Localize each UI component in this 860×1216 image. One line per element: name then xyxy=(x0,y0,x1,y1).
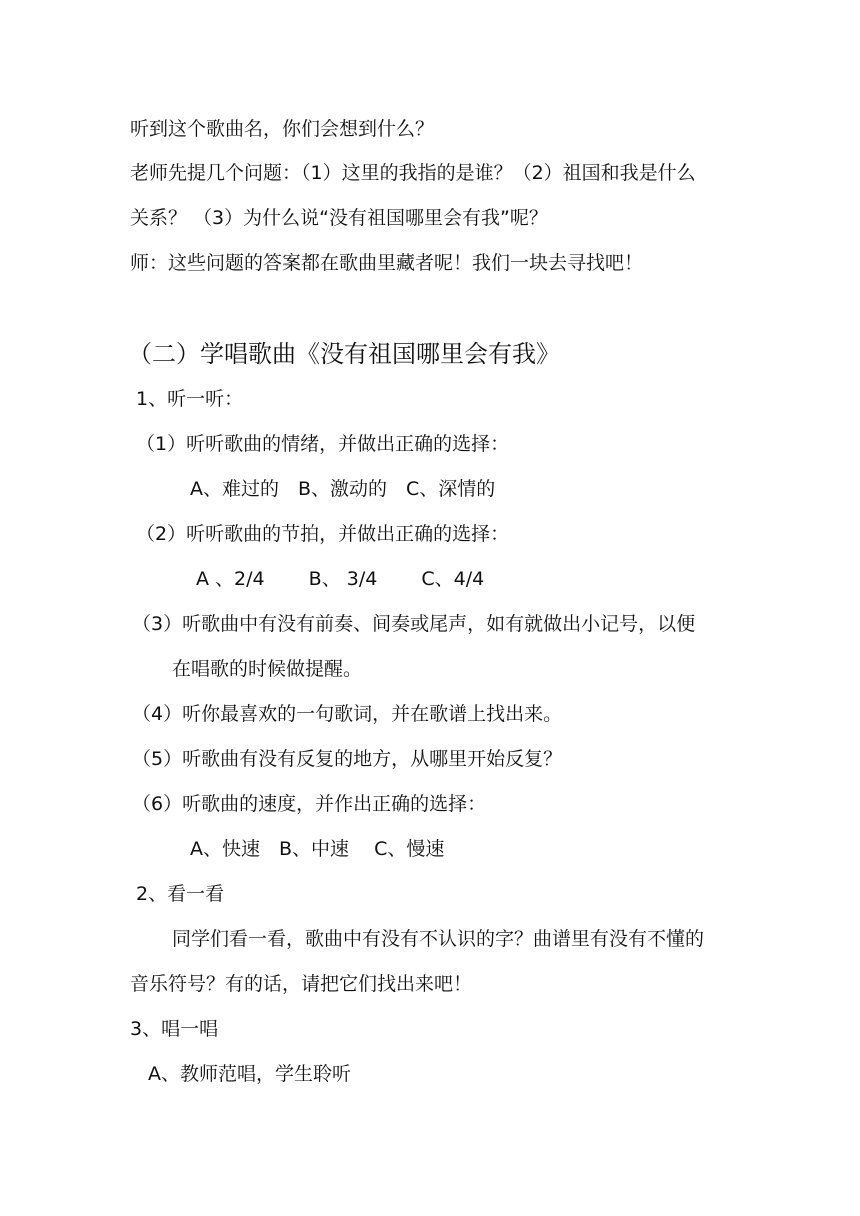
sing-title: 3、唱一唱 xyxy=(130,1018,219,1040)
intro-line-4: 师：这些问题的答案都在歌曲里藏者呢！我们一块去寻找吧！ xyxy=(130,252,644,274)
listen-question-2-options: A 、2/4 B、 3/4 C、4/4 xyxy=(196,568,485,590)
listen-question-3-line-1: （3）听歌曲中有没有前奏、间奏或尾声，如有就做出小记号，以便 xyxy=(132,613,696,635)
intro-line-1: 听到这个歌曲名，你们会想到什么？ xyxy=(130,118,435,140)
listen-title: 1、听一听： xyxy=(136,388,244,410)
sing-item-a: A、教师范唱，学生聆听 xyxy=(148,1063,351,1085)
listen-question-2: （2）听听歌曲的节拍，并做出正确的选择： xyxy=(136,523,510,545)
listen-question-6: （6）听歌曲的速度，并作出正确的选择： xyxy=(132,793,487,815)
listen-question-1: （1）听听歌曲的情绪，并做出正确的选择： xyxy=(136,433,510,455)
intro-line-2: 老师先提几个问题：（1）这里的我指的是谁？（2）祖国和我是什么 xyxy=(130,162,696,184)
intro-line-3: 关系？ （3）为什么说“没有祖国哪里会有我”呢？ xyxy=(130,207,548,229)
look-body-line-2: 音乐符号？有的话，请把它们找出来吧！ xyxy=(130,973,473,995)
listen-question-4: （4）听你最喜欢的一句歌词，并在歌谱上找出来。 xyxy=(132,703,563,725)
listen-question-1-options: A、难过的 B、激动的 C、深情的 xyxy=(190,478,496,500)
listen-question-5: （5）听歌曲有没有反复的地方，从哪里开始反复？ xyxy=(132,748,563,770)
look-body-line-1: 同学们看一看，歌曲中有没有不认识的字？曲谱里有没有不懂的 xyxy=(172,928,705,950)
look-title: 2、看一看 xyxy=(136,883,225,905)
listen-question-6-options: A、快速 B、中速 C、慢速 xyxy=(190,838,445,860)
section-heading: （二）学唱歌曲《没有祖国哪里会有我》 xyxy=(128,340,560,368)
listen-question-3-line-2: 在唱歌的时候做提醒。 xyxy=(172,658,363,680)
